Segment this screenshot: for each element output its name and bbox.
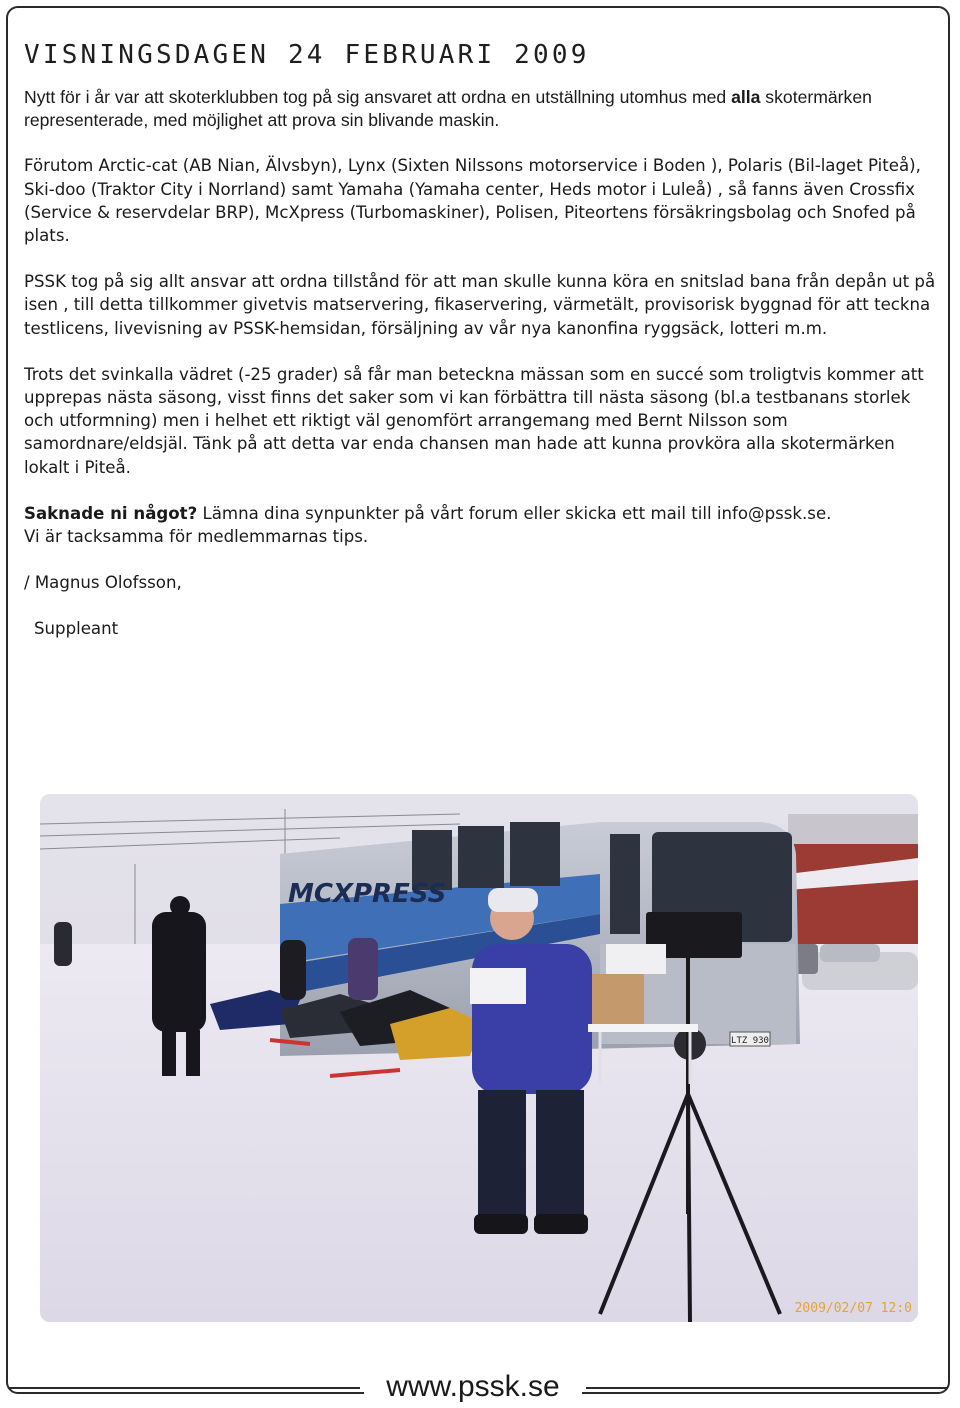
intro-bold: alla [731,87,761,107]
intro-text: Nytt för i år var att skoterklubben tog på sig ansvaret att ordna en utställning utomhus med [24,87,732,107]
feedback-text: Lämna dina synpunkter på vårt forum eller skicka ett mail till info@pssk.se. [197,503,832,523]
page-title: VISNINGSDAGEN 24 FEBRUARI 2009 [24,40,590,70]
footer-url[interactable]: www.pssk.se [364,1368,582,1406]
footer-rule-right [586,1387,948,1389]
feedback-paragraph [24,502,944,548]
footer [0,1368,960,1408]
license-plate-text: LTZ 930 [731,1036,769,1046]
paragraph-exhibitors: Förutom Arctic-cat (AB Nian, Älvsbyn), Lynx (Sixten Nilssons motorservice i Boden ), Polaris (Bil-laget Piteå), Ski-doo (Traktor City i Norrland) samt Yamaha (Yamaha center, Heds motor i Luleå) , så fanns även Crossfix (Service & reservdelar BRP), McXpress (Turbomaskiner), Polisen, Piteortens försäkringsbolag och Snofed på plats. [24,156,921,246]
event-photo-illustration [40,794,918,1322]
paragraph-pssk: PSSK tog på sig allt ansvar att ordna tillstånd för att man skulle kunna köra en snitslad bana från depån ut på isen , till detta tillkommer givetvis matservering, fikaservering, värmetält, provisorisk byggnad för att teckna testlicens, livevisning av PSSK-hemsidan, försäljning av vår nya kanonfina ryggsäck, lotteri m.m. [24,272,936,338]
event-photo [40,794,918,1322]
paragraph-weather: Trots det svinkalla vädret (-25 grader) så får man beteckna mässan som en succé som troligtvis kommer att upprepas nästa säsong, visst finns det saker som vi kan förbättra till nästa säsong (bl.a testbanans storlek och utformning) men i helhet ett riktigt väl genomfört arrangemang med Bernt Nilsson som samordnare/eldsjäl. Tänk på att detta var enda chansen man hade att kunna provköra alla skotermärken lokalt i Piteå. [24,364,924,477]
feedback-line2: Vi är tacksamma för medlemmarnas tips. [24,527,369,547]
feedback-bold: Saknade ni något? [24,503,198,523]
footer-rule-left [8,1387,360,1389]
signature-name: / Magnus Olofsson, [24,573,182,593]
article-body [24,86,944,664]
photo-timestamp: 2009/02/07 12:0 [794,1301,912,1316]
intro-paragraph [24,86,944,132]
building-roof [788,814,918,844]
bus-logo-text: MCXPRESS [288,879,447,909]
signature-role: Suppleant [34,619,119,639]
intro-text-end: skotermärken representerade, med möjlighet att prova sin blivande maskin. [24,87,872,131]
